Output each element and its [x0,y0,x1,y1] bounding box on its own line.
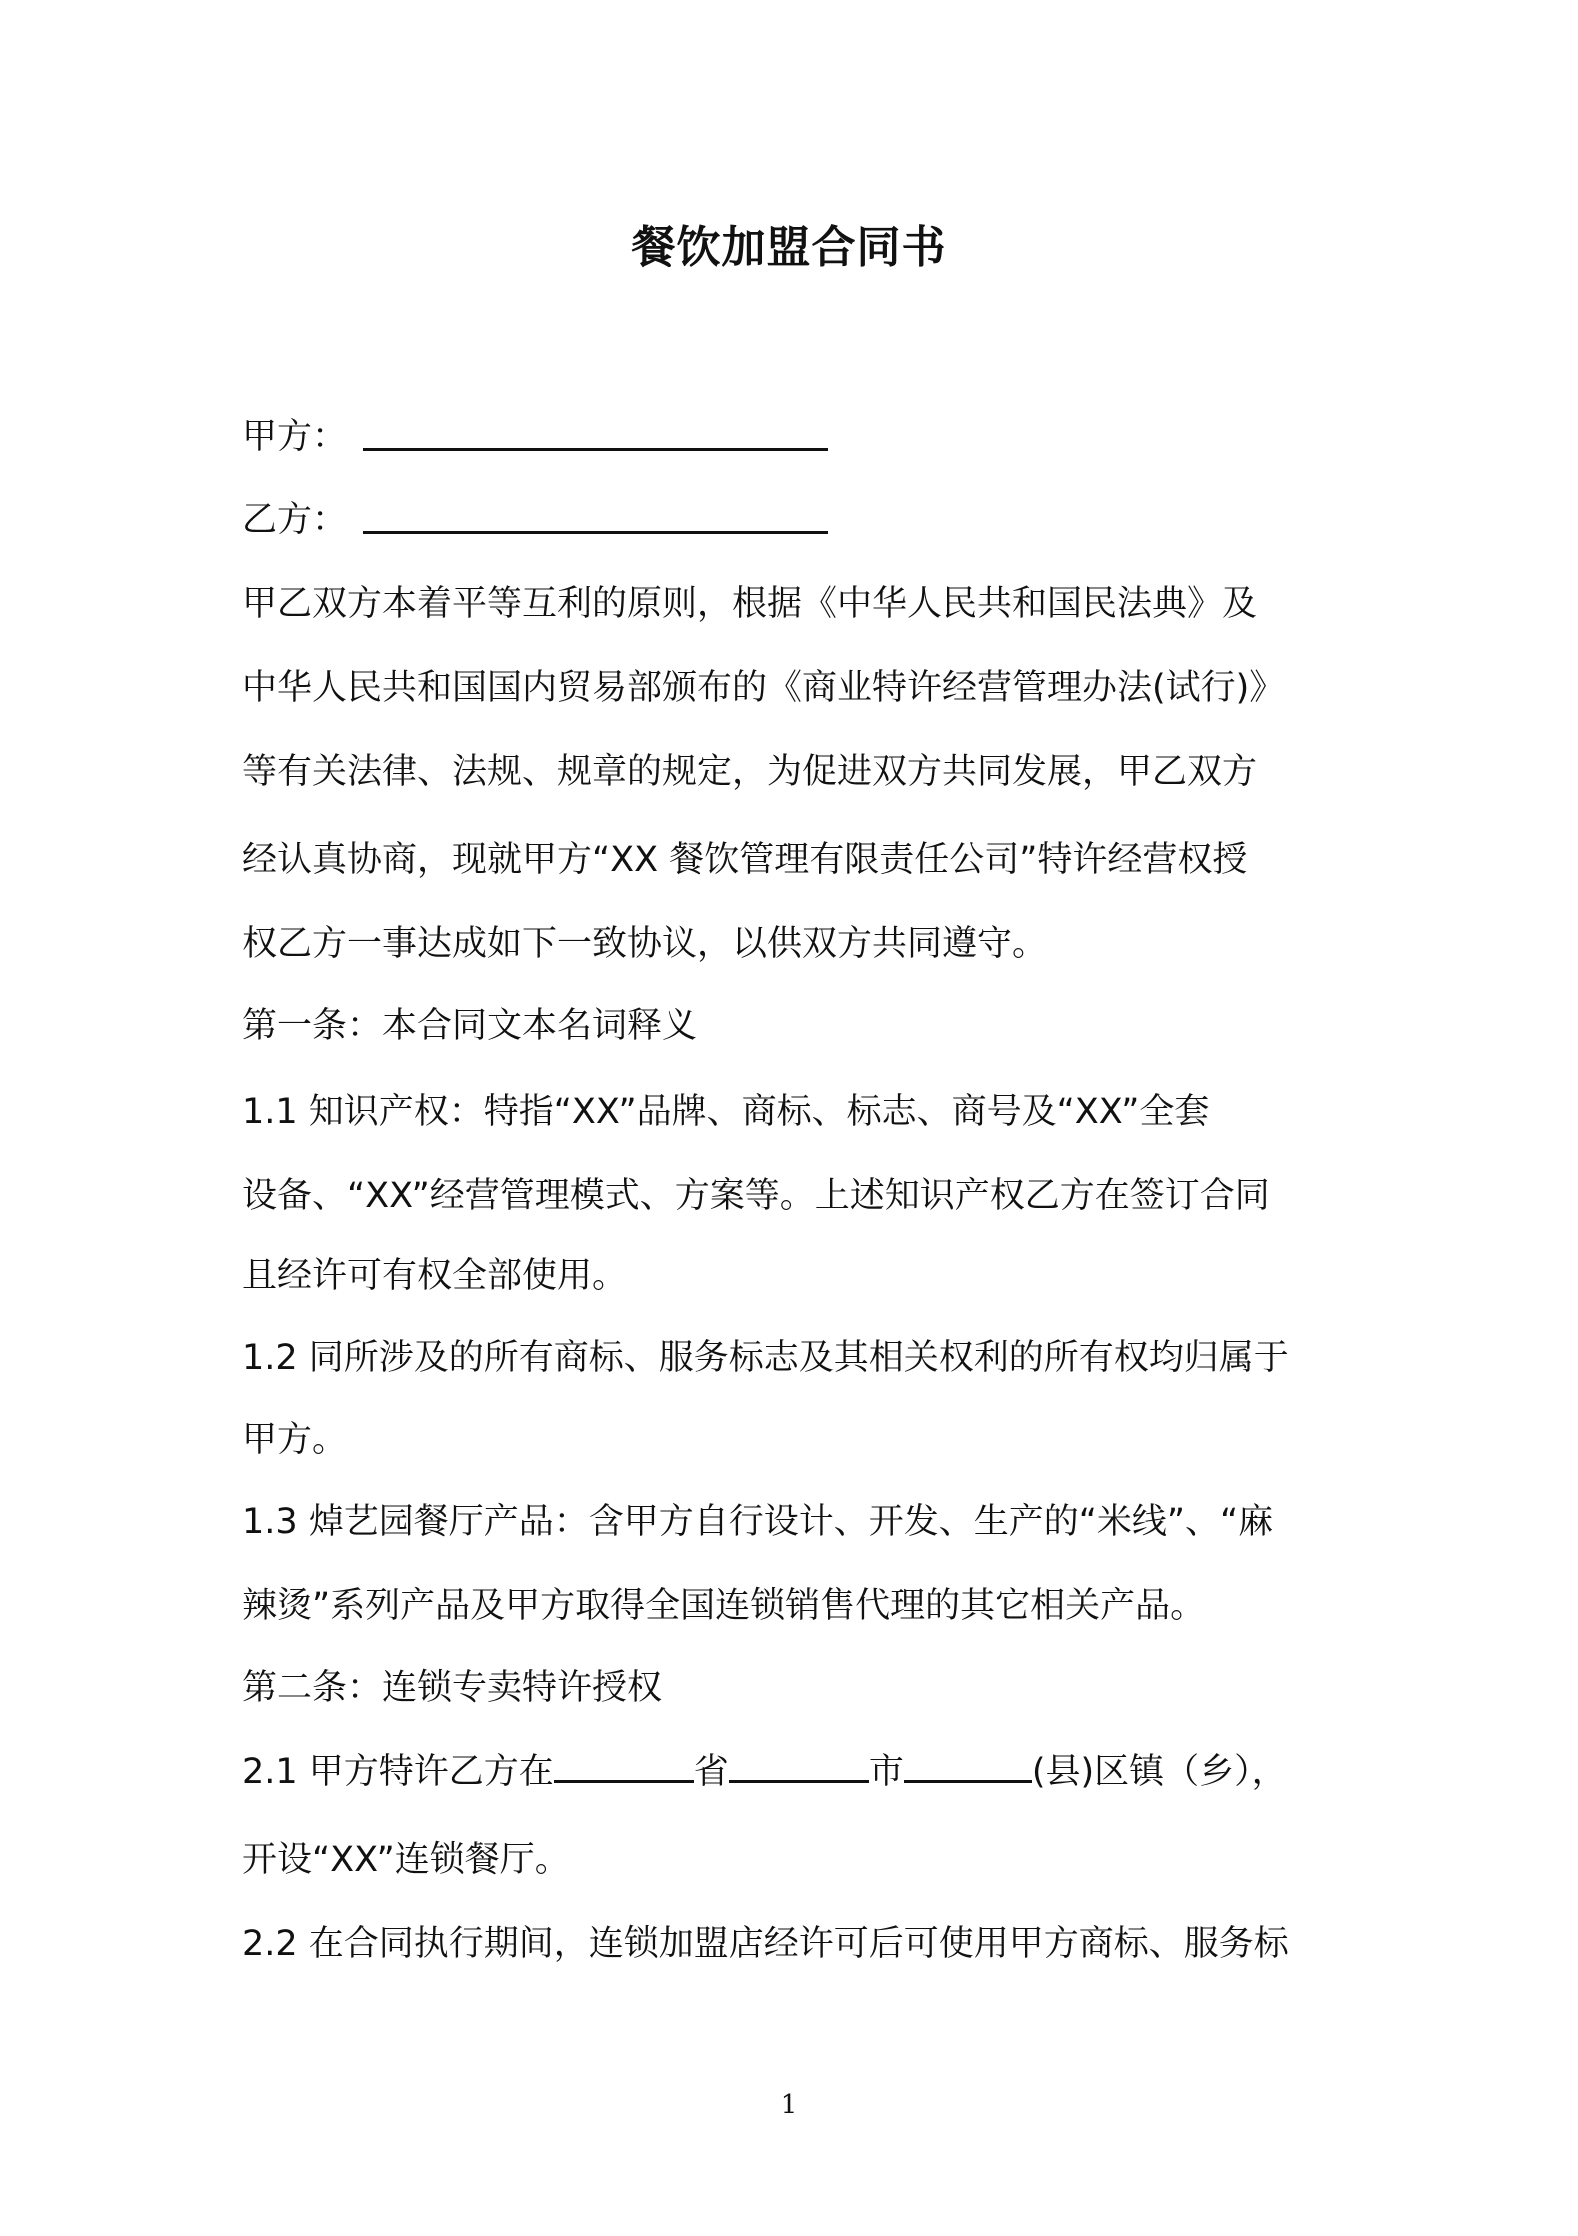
paragraph-line: 1.1 知识产权：特指“XX”品牌、商标、标志、商号及“XX”全套 [242,1092,1210,1132]
county-label: (县)区镇（乡）， [1031,1752,1287,1792]
party-b-blank [363,525,828,534]
paragraph-line: 1.2 同所涉及的所有商标、服务标志及其相关权利的所有权均归属于 [242,1338,1289,1378]
page-number: 1 [780,2090,798,2120]
paragraph-line: 辣烫”系列产品及甲方取得全国连锁销售代理的其它相关产品。 [242,1586,1206,1626]
paragraph-line: 中华人民共和国国内贸易部颁布的《商业特许经营管理办法(试行)》 [242,668,1285,708]
clause-2-1-line [242,1750,1352,1794]
paragraph-line: 且经许可有权全部使用。 [242,1256,628,1296]
party-a-label: 甲方： [242,417,348,457]
document-title: 餐饮加盟合同书 [631,222,947,273]
section-heading: 第一条：本合同文本名词释义 [242,1006,698,1046]
paragraph-line: 1.3 焯艺园餐厅产品：含甲方自行设计、开发、生产的“米线”、“麻 [242,1502,1274,1542]
city-blank [729,1774,869,1783]
paragraph-line: 等有关法律、法规、规章的规定，为促进双方共同发展，甲乙双方 [242,752,1258,792]
party-b-line [242,498,1352,542]
clause-2-1-prefix: 2.1 甲方特许乙方在 [242,1752,554,1792]
county-blank [904,1774,1032,1783]
party-a-line [242,415,1352,459]
paragraph-line: 开设“XX”连锁餐厅。 [242,1840,570,1880]
paragraph-line: 2.2 在合同执行期间，连锁加盟店经许可后可使用甲方商标、服务标 [242,1924,1289,1964]
province-blank [554,1774,694,1783]
paragraph-line: 经认真协商，现就甲方“XX 餐饮管理有限责任公司”特许经营权授 [242,840,1248,880]
paragraph-line: 甲方。 [242,1420,348,1460]
party-a-blank [363,442,828,451]
paragraph-line: 甲乙双方本着平等互利的原则，根据《中华人民共和国民法典》及 [242,584,1258,624]
city-label: 市 [868,1752,904,1792]
province-label: 省 [693,1752,729,1792]
section-heading: 第二条：连锁专卖特许授权 [242,1668,663,1708]
paragraph-line: 权乙方一事达成如下一致协议，以供双方共同遵守。 [242,924,1048,964]
paragraph-line: 设备、“XX”经营管理模式、方案等。上述知识产权乙方在签订合同 [242,1176,1270,1216]
party-b-label: 乙方： [242,500,348,540]
